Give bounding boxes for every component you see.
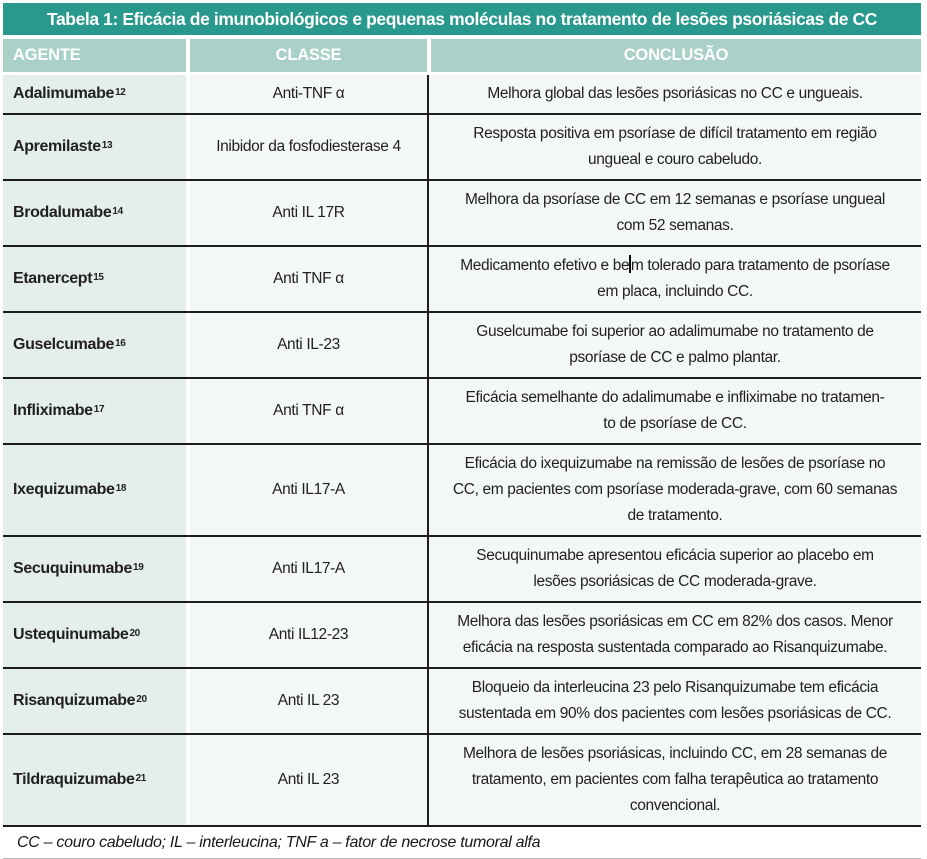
conclusion-cell — [427, 247, 921, 311]
agent-reference: 14 — [112, 206, 123, 217]
agent-cell — [3, 603, 190, 667]
conclusion-text: Melhora das lesões psoriásicas em CC em 82% dos casos. Menor eficácia na resposta sustentada comparado ao Risanquizumabe. — [457, 613, 893, 656]
agent-name: Brodalumabe — [13, 204, 112, 221]
conclusion-cell — [427, 537, 921, 601]
agent-cell — [3, 379, 190, 443]
agent-name: Apremilaste — [13, 138, 101, 155]
conclusion-text: Melhora global das lesões psoriásicas no CC e ungueais. — [487, 85, 863, 102]
table-row — [3, 115, 921, 181]
conclusion-cell — [427, 181, 921, 245]
agent-reference: 20 — [136, 694, 147, 705]
conclusion-text: Medicamento efetivo e bem tolerado para tratamento de psoríase em placa, incluindo CC. — [460, 257, 890, 300]
agent-name: Tildraquizumabe — [13, 771, 135, 788]
table-row — [3, 445, 921, 537]
conclusion-text: Melhora da psoríase de CC em 12 semanas e psoríase ungueal com 52 semanas. — [465, 191, 885, 234]
table-title: Tabela 1: Eficácia de imunobiológicos e pequenas moléculas no tratamento de lesões psoriásicas de CC — [46, 8, 878, 29]
column-header-agente: AGENTE — [3, 39, 190, 72]
class-cell: Anti IL17-A — [190, 537, 427, 601]
agent-reference: 19 — [133, 562, 144, 573]
conclusion-cell — [427, 735, 921, 825]
conclusion-cell — [427, 379, 921, 443]
class-cell: Anti IL 23 — [190, 735, 427, 825]
class-cell: Anti TNF α — [190, 247, 427, 311]
table-row — [3, 313, 921, 379]
agent-reference: 18 — [115, 483, 127, 494]
table-footnote — [3, 827, 921, 859]
agent-reference: 16 — [115, 338, 126, 349]
conclusion-text: Eficácia semelhante do adalimumabe e infliximabe no tratamen- to de psoríase de CC. — [465, 389, 885, 432]
agent-cell — [3, 115, 190, 179]
conclusion-cell — [427, 75, 921, 113]
table-row — [3, 75, 921, 115]
class-cell: Anti TNF α — [190, 379, 427, 443]
table-header-row — [3, 39, 921, 72]
agent-name: Adalimumabe — [13, 85, 115, 102]
conclusion-cell — [427, 313, 921, 377]
table-row — [3, 247, 921, 313]
agent-name: Infliximabe — [13, 402, 93, 419]
agent-cell — [3, 735, 190, 825]
table-row — [3, 669, 921, 735]
agent-cell — [3, 669, 190, 733]
class-cell: Anti-TNF α — [190, 75, 427, 113]
agent-cell — [3, 75, 190, 113]
conclusion-text: Bloqueio da interleucina 23 pelo Risanquizumabe tem eficácia sustentada em 90% dos pacientes com lesões psoriásicas de CC. — [458, 679, 892, 722]
conclusion-cell — [427, 445, 921, 535]
agent-reference: 13 — [101, 140, 113, 151]
agent-cell — [3, 247, 190, 311]
agent-name: Ustequinumabe — [13, 626, 129, 643]
table-body — [3, 75, 921, 827]
agent-name: Guselcumabe — [13, 336, 115, 353]
class-cell: Anti IL 23 — [190, 669, 427, 733]
footnote-text: CC – couro cabeludo; IL – interleucina; TNF a – fator de necrose tumoral alfa — [17, 834, 541, 851]
class-cell: Anti IL17-A — [190, 445, 427, 535]
conclusion-text: Eficácia do ixequizumabe na remissão de lesões de psoríase no CC, em pacientes com psoríase moderada-grave, com 60 semanas de tratamento. — [452, 455, 898, 524]
agent-name: Secuquinumabe — [13, 560, 133, 577]
agent-cell — [3, 537, 190, 601]
column-header-classe: CLASSE — [190, 39, 431, 72]
table-row — [3, 537, 921, 603]
conclusion-cell — [427, 115, 921, 179]
column-header-conclusao: CONCLUSÃO — [431, 39, 921, 72]
agent-name: Ixequizumabe — [13, 481, 115, 498]
conclusion-text: Melhora de lesões psoriásicas, incluindo CC, em 28 semanas de tratamento, em pacientes com falha terapêutica ao tratamento convencional. — [462, 745, 888, 814]
table-title-bar — [3, 3, 921, 35]
class-cell: Anti IL12-23 — [190, 603, 427, 667]
agent-name: Etanercept — [13, 270, 93, 287]
agent-reference: 21 — [135, 773, 147, 784]
agent-reference: 12 — [115, 87, 126, 98]
table-row — [3, 181, 921, 247]
conclusion-text: Guselcumabe foi superior ao adalimumabe no tratamento de psoríase de CC e palmo plantar. — [476, 323, 874, 366]
text-caret — [629, 255, 631, 273]
agent-name: Risanquizumabe — [13, 692, 136, 709]
table-row — [3, 603, 921, 669]
agent-reference: 20 — [129, 628, 140, 639]
agent-reference: 17 — [93, 404, 105, 415]
class-cell: Anti IL 17R — [190, 181, 427, 245]
table-row — [3, 379, 921, 445]
agent-cell — [3, 181, 190, 245]
conclusion-text: Secuquinumabe apresentou eficácia superior ao placebo em lesões psoriásicas de CC moderada-grave. — [476, 547, 874, 590]
agent-reference: 15 — [93, 272, 104, 283]
conclusion-text: Resposta positiva em psoríase de difícil tratamento em região ungueal e couro cabeludo. — [473, 125, 877, 168]
agent-cell — [3, 313, 190, 377]
class-cell: Inibidor da fosfodiesterase 4 — [190, 115, 427, 179]
agent-cell — [3, 445, 190, 535]
conclusion-cell — [427, 603, 921, 667]
class-cell: Anti IL-23 — [190, 313, 427, 377]
table-row — [3, 735, 921, 827]
conclusion-cell — [427, 669, 921, 733]
